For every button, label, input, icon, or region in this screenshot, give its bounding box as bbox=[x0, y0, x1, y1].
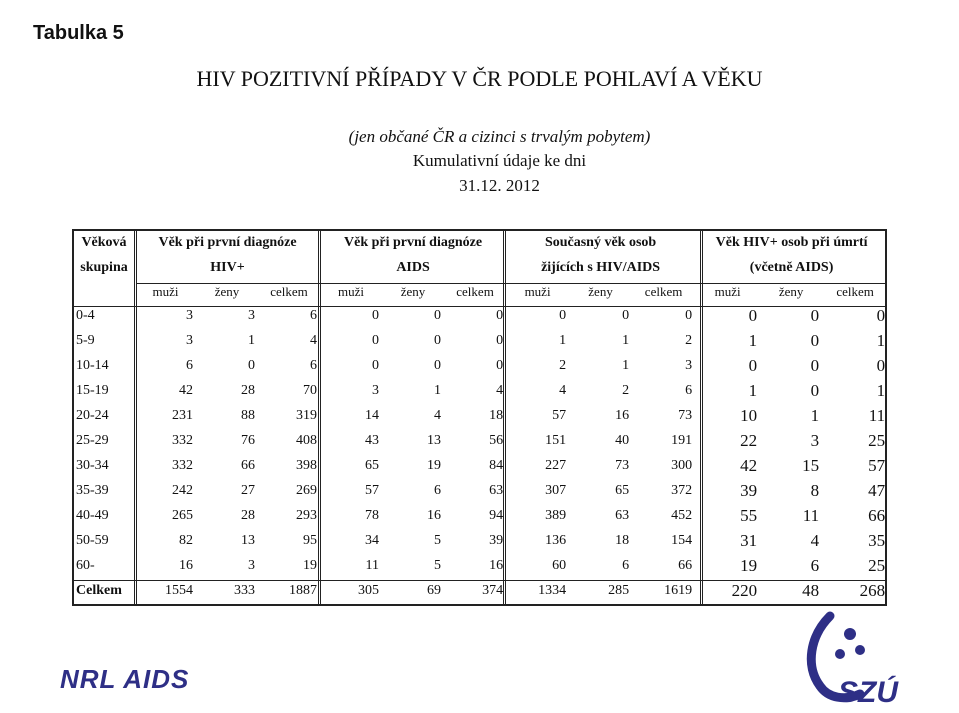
value-cell: 8 bbox=[810, 480, 820, 500]
value-cell: 66 bbox=[868, 505, 886, 525]
value-cell: 19 bbox=[740, 555, 758, 575]
table-row bbox=[73, 528, 888, 553]
value-cell: 73 bbox=[678, 407, 693, 423]
value-cell: 372 bbox=[671, 482, 693, 498]
value-cell: 0 bbox=[685, 307, 693, 323]
table-body bbox=[73, 303, 888, 603]
value-cell: 57 bbox=[868, 455, 886, 475]
value-cell: 40 bbox=[615, 432, 630, 448]
value-cell: 154 bbox=[671, 532, 693, 548]
subtitle-date: 31.12. 2012 bbox=[459, 176, 540, 195]
value-cell: 6 bbox=[186, 357, 193, 373]
value-cell: 5 bbox=[434, 532, 442, 548]
value-cell: 27 bbox=[241, 482, 255, 498]
table-row bbox=[73, 403, 888, 428]
value-cell: 285 bbox=[608, 582, 630, 598]
value-cell: 0 bbox=[748, 355, 758, 375]
value-cell: 88 bbox=[241, 407, 255, 423]
value-cell: 14 bbox=[365, 407, 380, 423]
value-cell: 0 bbox=[248, 357, 255, 373]
group-header-2: skupina bbox=[80, 259, 128, 275]
value-cell: 1 bbox=[748, 380, 758, 400]
table-row bbox=[73, 428, 888, 453]
colgroup-death-line2: (včetně AIDS) bbox=[749, 259, 834, 275]
value-cell: 1 bbox=[622, 357, 630, 373]
subheader-men: muži bbox=[338, 283, 365, 299]
value-cell: 4 bbox=[434, 407, 442, 423]
szu-text: SZÚ bbox=[838, 676, 898, 709]
szu-dot-1 bbox=[844, 628, 856, 640]
value-cell: 63 bbox=[489, 482, 504, 498]
colgroup-hiv-line2: HIV+ bbox=[210, 259, 245, 275]
value-cell: 191 bbox=[671, 432, 693, 448]
subheader-women: ženy bbox=[214, 283, 240, 299]
value-cell: 332 bbox=[172, 432, 193, 448]
subheader-men: muži bbox=[714, 283, 741, 299]
value-cell: 15 bbox=[802, 455, 820, 475]
value-cell: 1 bbox=[622, 332, 630, 348]
value-cell: 6 bbox=[310, 307, 318, 323]
value-cell: 307 bbox=[545, 482, 567, 498]
value-cell: 25 bbox=[868, 430, 886, 450]
value-cell: 78 bbox=[365, 507, 380, 523]
subheader-women: ženy bbox=[400, 283, 426, 299]
value-cell: 2 bbox=[559, 357, 567, 373]
value-cell: 227 bbox=[545, 457, 567, 473]
value-cell: 4 bbox=[496, 382, 504, 398]
subtitle-scope: (jen občané ČR a cizinci s trvalým pobytem) bbox=[348, 127, 651, 146]
value-cell: 28 bbox=[241, 382, 255, 398]
colgroup-aids-line2: AIDS bbox=[396, 259, 430, 275]
colgroup-living-line2: žijících s HIV/AIDS bbox=[541, 259, 661, 275]
value-cell: 242 bbox=[172, 482, 193, 498]
value-cell: 66 bbox=[678, 557, 693, 573]
value-cell: 35 bbox=[868, 530, 886, 550]
value-cell: 28 bbox=[241, 507, 255, 523]
age-group-cell: 40-49 bbox=[76, 507, 109, 523]
value-cell: 1 bbox=[434, 382, 442, 398]
age-group-cell: 30-34 bbox=[76, 457, 109, 473]
value-cell: 452 bbox=[671, 507, 693, 523]
value-cell: 69 bbox=[427, 582, 442, 598]
value-cell: 1 bbox=[810, 405, 820, 425]
subheader-total: celkem bbox=[644, 283, 683, 299]
value-cell: 73 bbox=[615, 457, 630, 473]
value-cell: 332 bbox=[172, 457, 193, 473]
subheader-total: celkem bbox=[836, 283, 874, 299]
value-cell: 34 bbox=[365, 532, 380, 548]
value-cell: 6 bbox=[310, 357, 318, 373]
value-cell: 0 bbox=[496, 332, 504, 348]
value-cell: 2 bbox=[622, 382, 630, 398]
value-cell: 0 bbox=[748, 305, 758, 325]
value-cell: 0 bbox=[876, 305, 886, 325]
value-cell: 3 bbox=[372, 382, 380, 398]
value-cell: 0 bbox=[810, 355, 820, 375]
value-cell: 398 bbox=[296, 457, 318, 473]
value-cell: 6 bbox=[434, 482, 442, 498]
value-cell: 1887 bbox=[289, 582, 318, 598]
table-row bbox=[73, 378, 888, 403]
age-group-cell: 15-19 bbox=[76, 382, 109, 398]
value-cell: 39 bbox=[740, 480, 758, 500]
value-cell: 231 bbox=[172, 407, 193, 423]
value-cell: 55 bbox=[740, 505, 758, 525]
value-cell: 3 bbox=[186, 332, 193, 348]
value-cell: 3 bbox=[685, 357, 693, 373]
value-cell: 84 bbox=[489, 457, 504, 473]
page-title: HIV POZITIVNÍ PŘÍPADY V ČR PODLE POHLAVÍ A VĚKU bbox=[196, 66, 763, 91]
header-blank bbox=[73, 280, 135, 303]
value-cell: 16 bbox=[427, 507, 442, 523]
value-cell: 18 bbox=[489, 407, 504, 423]
value-cell: 11 bbox=[802, 505, 820, 525]
value-cell: 76 bbox=[241, 432, 255, 448]
table-row bbox=[73, 578, 888, 603]
value-cell: 19 bbox=[427, 457, 442, 473]
value-cell: 300 bbox=[671, 457, 693, 473]
value-cell: 39 bbox=[489, 532, 504, 548]
value-cell: 293 bbox=[296, 507, 318, 523]
value-cell: 0 bbox=[434, 307, 442, 323]
value-cell: 3 bbox=[248, 307, 255, 323]
value-cell: 66 bbox=[241, 457, 255, 473]
value-cell: 47 bbox=[868, 480, 886, 500]
value-cell: 0 bbox=[559, 307, 567, 323]
value-cell: 3 bbox=[248, 557, 255, 573]
value-cell: 0 bbox=[810, 330, 820, 350]
value-cell: 265 bbox=[172, 507, 193, 523]
szu-dot-2 bbox=[855, 645, 865, 655]
value-cell: 65 bbox=[615, 482, 630, 498]
value-cell: 6 bbox=[685, 382, 693, 398]
value-cell: 0 bbox=[496, 357, 504, 373]
value-cell: 13 bbox=[427, 432, 442, 448]
value-cell: 1 bbox=[748, 330, 758, 350]
table-label: Tabulka 5 bbox=[33, 22, 124, 44]
value-cell: 82 bbox=[179, 532, 193, 548]
value-cell: 4 bbox=[559, 382, 567, 398]
value-cell: 1 bbox=[876, 380, 886, 400]
nrl-aids-logo: NRL AIDS bbox=[60, 664, 190, 694]
value-cell: 94 bbox=[489, 507, 504, 523]
value-cell: 6 bbox=[622, 557, 630, 573]
age-group-cell: 5-9 bbox=[76, 332, 95, 348]
age-group-cell: 10-14 bbox=[76, 357, 109, 373]
age-group-cell: 20-24 bbox=[76, 407, 109, 423]
value-cell: 4 bbox=[310, 332, 318, 348]
age-group-cell: 35-39 bbox=[76, 482, 109, 498]
value-cell: 5 bbox=[434, 557, 442, 573]
age-group-cell: Celkem bbox=[76, 582, 122, 598]
value-cell: 11 bbox=[868, 405, 886, 425]
value-cell: 0 bbox=[622, 307, 630, 323]
value-cell: 60 bbox=[552, 557, 567, 573]
value-cell: 57 bbox=[365, 482, 380, 498]
value-cell: 0 bbox=[372, 332, 380, 348]
subheader-women: ženy bbox=[778, 283, 804, 299]
value-cell: 16 bbox=[489, 557, 504, 573]
age-group-cell: 50-59 bbox=[76, 532, 109, 548]
value-cell: 0 bbox=[434, 332, 442, 348]
subheader-total: celkem bbox=[270, 283, 308, 299]
value-cell: 136 bbox=[545, 532, 567, 548]
value-cell: 22 bbox=[740, 430, 758, 450]
value-cell: 1 bbox=[559, 332, 567, 348]
value-cell: 11 bbox=[365, 557, 380, 573]
header-row-1 bbox=[73, 230, 888, 255]
value-cell: 269 bbox=[296, 482, 318, 498]
subheader-men: muži bbox=[152, 283, 179, 299]
value-cell: 0 bbox=[810, 305, 820, 325]
szu-dot-3 bbox=[835, 649, 845, 659]
value-cell: 0 bbox=[434, 357, 442, 373]
value-cell: 6 bbox=[810, 555, 820, 575]
colgroup-death-line1: Věk HIV+ osob při úmrtí bbox=[715, 234, 868, 250]
value-cell: 319 bbox=[296, 407, 318, 423]
value-cell: 48 bbox=[802, 580, 820, 600]
value-cell: 220 bbox=[731, 580, 758, 600]
value-cell: 63 bbox=[615, 507, 630, 523]
value-cell: 0 bbox=[876, 355, 886, 375]
value-cell: 408 bbox=[296, 432, 318, 448]
value-cell: 16 bbox=[615, 407, 630, 423]
age-group-cell: 25-29 bbox=[76, 432, 109, 448]
value-cell: 25 bbox=[868, 555, 886, 575]
value-cell: 43 bbox=[365, 432, 380, 448]
value-cell: 10 bbox=[740, 405, 758, 425]
subtitle-cumulative: Kumulativní údaje ke dni bbox=[412, 151, 587, 170]
value-cell: 1 bbox=[876, 330, 886, 350]
value-cell: 42 bbox=[179, 382, 193, 398]
value-cell: 0 bbox=[372, 307, 380, 323]
value-cell: 42 bbox=[740, 455, 758, 475]
value-cell: 268 bbox=[859, 580, 886, 600]
header-row-3 bbox=[73, 280, 888, 303]
value-cell: 2 bbox=[685, 332, 693, 348]
age-group-cell: 60- bbox=[76, 557, 95, 573]
colgroup-aids-line1: Věk při první diagnóze bbox=[344, 234, 483, 250]
subheader-total: celkem bbox=[456, 283, 494, 299]
value-cell: 31 bbox=[740, 530, 758, 550]
value-cell: 374 bbox=[482, 582, 504, 598]
group-header-1: Věková bbox=[81, 234, 127, 250]
value-cell: 1 bbox=[248, 332, 255, 348]
value-cell: 151 bbox=[545, 432, 567, 448]
header-row-2 bbox=[73, 255, 888, 280]
value-cell: 3 bbox=[186, 307, 193, 323]
szu-logo bbox=[790, 606, 900, 711]
value-cell: 56 bbox=[489, 432, 504, 448]
value-cell: 19 bbox=[303, 557, 318, 573]
value-cell: 0 bbox=[372, 357, 380, 373]
value-cell: 0 bbox=[810, 380, 820, 400]
value-cell: 4 bbox=[810, 530, 820, 550]
subheader-women: ženy bbox=[588, 283, 613, 299]
value-cell: 57 bbox=[552, 407, 567, 423]
hiv-table bbox=[73, 230, 888, 603]
value-cell: 1334 bbox=[538, 582, 567, 598]
table-row bbox=[73, 478, 888, 503]
value-cell: 1619 bbox=[664, 582, 693, 598]
value-cell: 305 bbox=[358, 582, 380, 598]
subheader-men: muži bbox=[524, 283, 551, 299]
value-cell: 18 bbox=[615, 532, 630, 548]
value-cell: 0 bbox=[496, 307, 504, 323]
table-row bbox=[73, 503, 888, 528]
age-group-cell: 0-4 bbox=[76, 307, 95, 323]
value-cell: 1554 bbox=[165, 582, 193, 598]
value-cell: 3 bbox=[810, 430, 820, 450]
colgroup-living-line1: Současný věk osob bbox=[544, 234, 657, 250]
colgroup-hiv-line1: Věk při první diagnóze bbox=[158, 234, 297, 250]
value-cell: 95 bbox=[303, 532, 318, 548]
table-row bbox=[73, 353, 888, 378]
table-row bbox=[73, 453, 888, 478]
value-cell: 333 bbox=[234, 582, 255, 598]
value-cell: 65 bbox=[365, 457, 380, 473]
table-row bbox=[73, 553, 888, 578]
value-cell: 13 bbox=[241, 532, 255, 548]
value-cell: 16 bbox=[179, 557, 193, 573]
value-cell: 70 bbox=[303, 382, 318, 398]
table-row bbox=[73, 303, 888, 328]
table-row bbox=[73, 328, 888, 353]
value-cell: 389 bbox=[545, 507, 567, 523]
